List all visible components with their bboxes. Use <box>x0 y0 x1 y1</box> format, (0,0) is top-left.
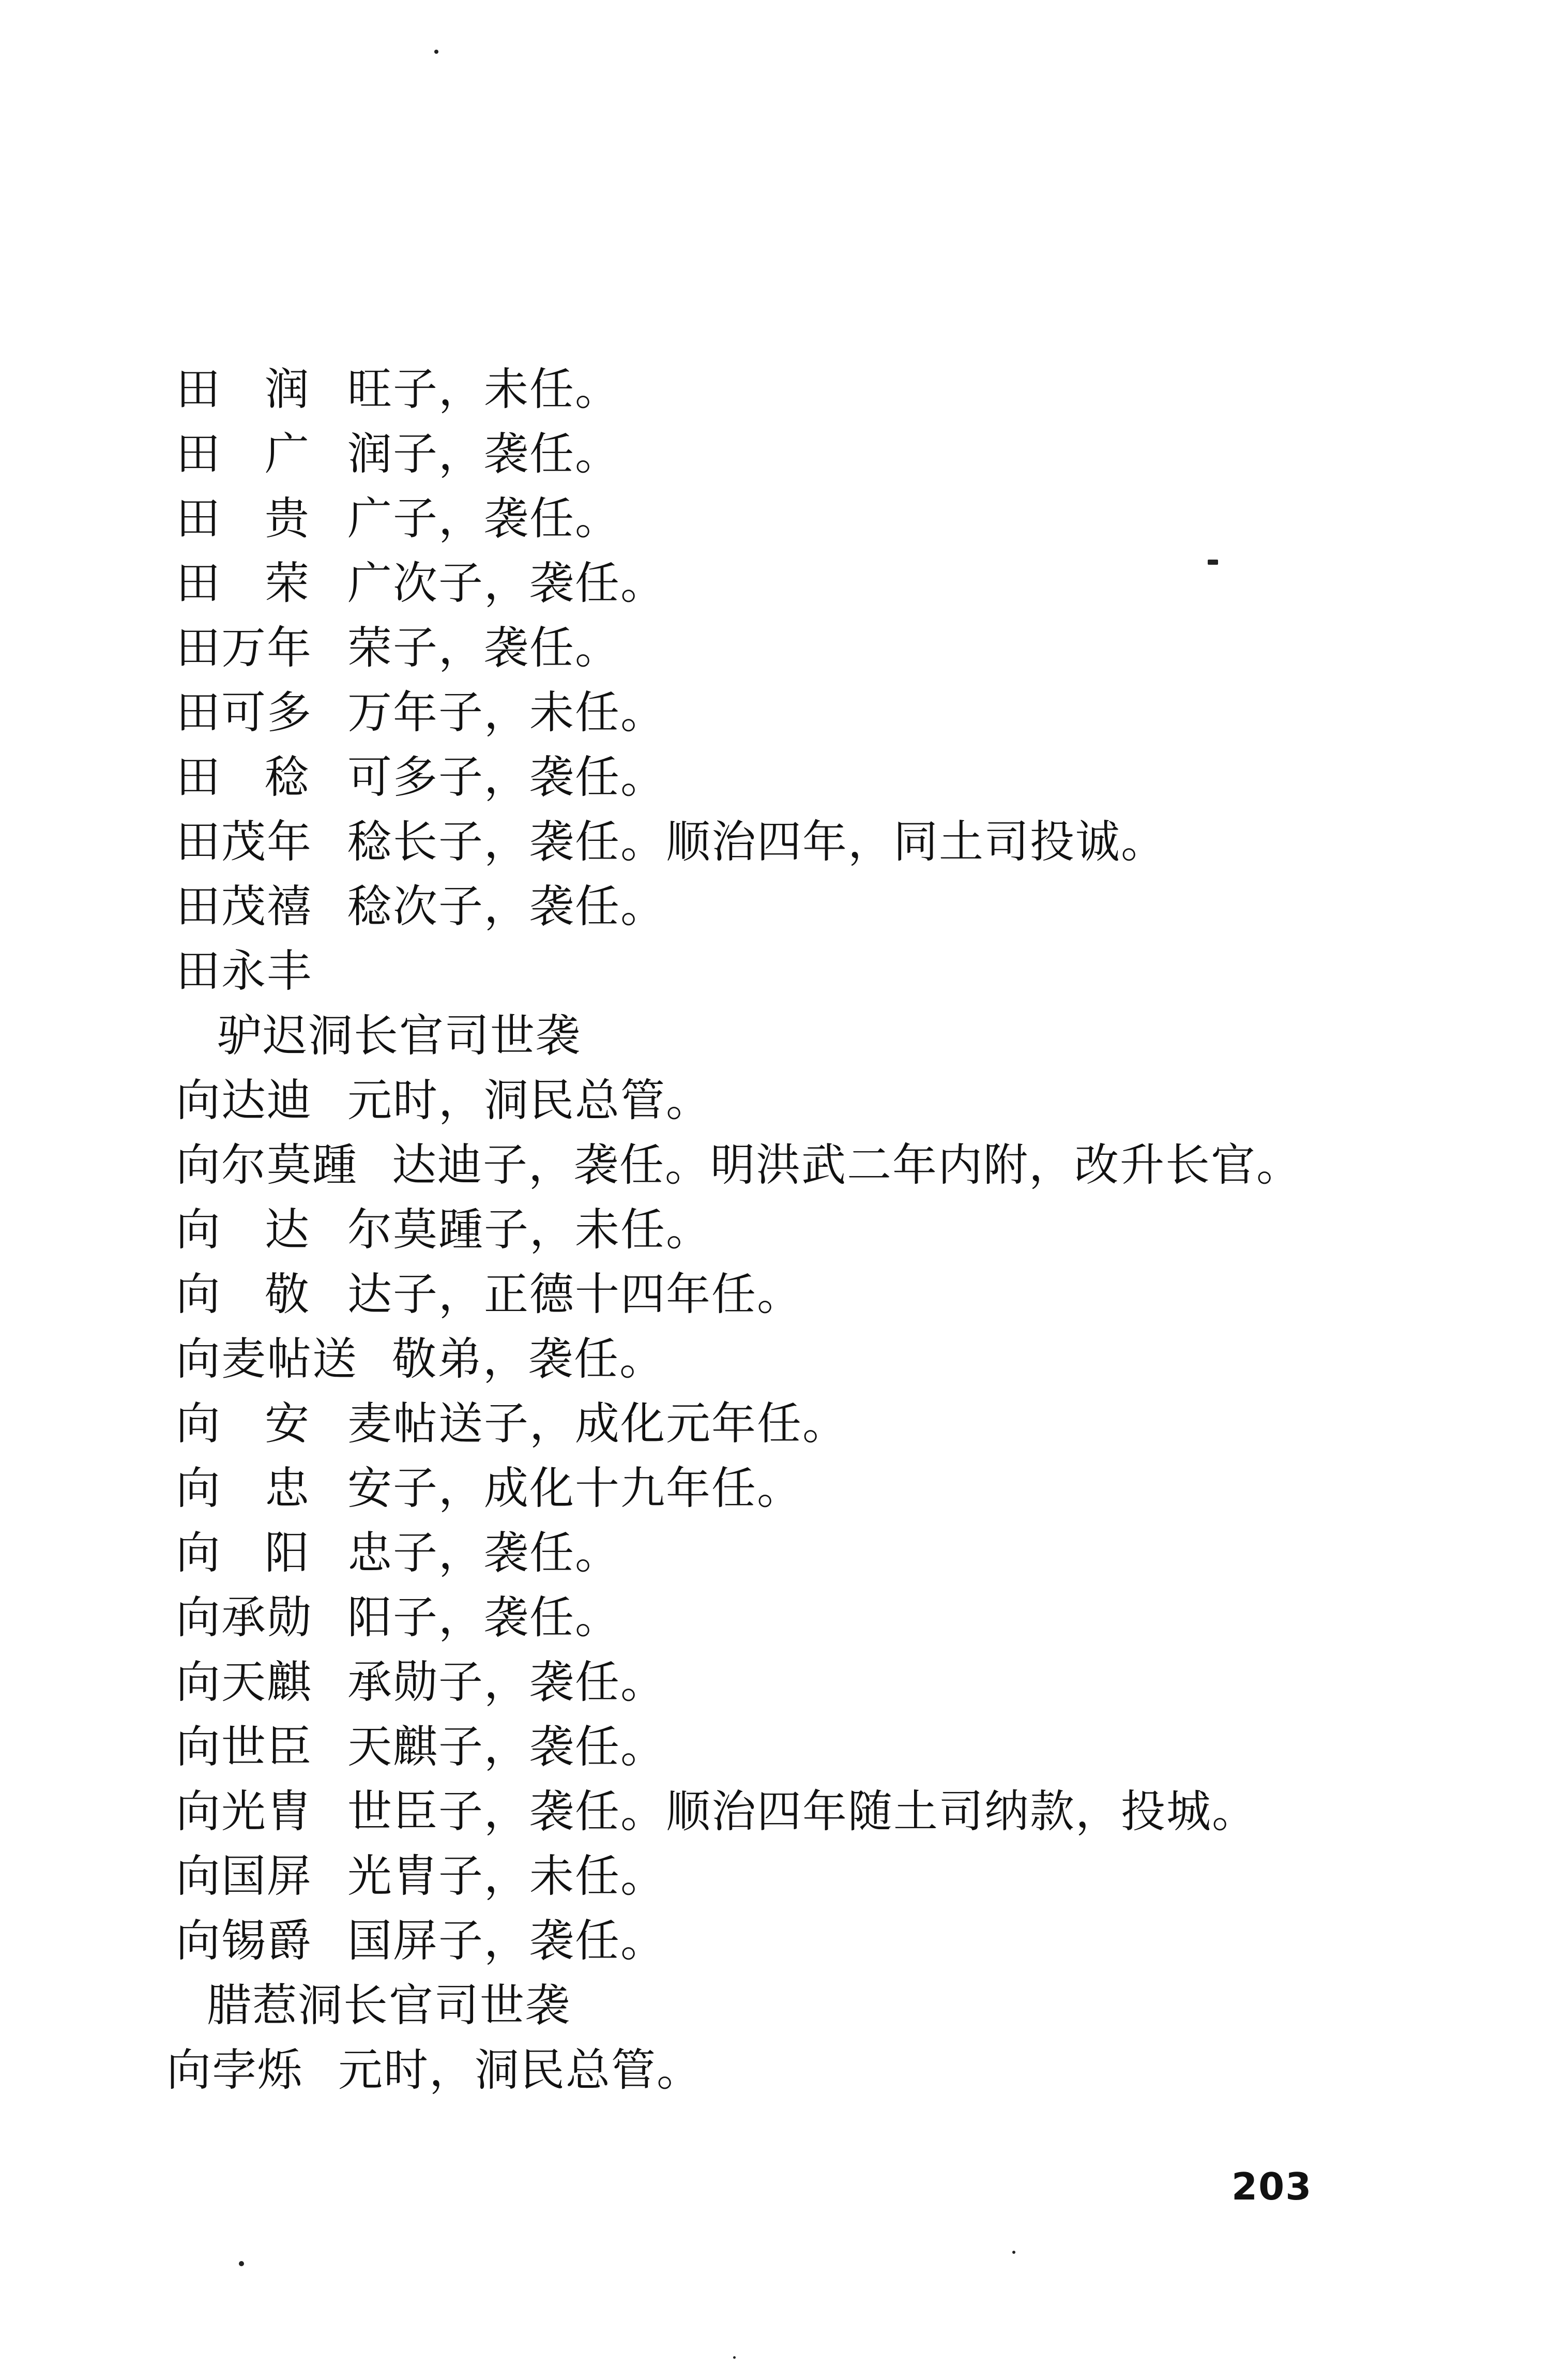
entry-description: 可多子，袭任。 <box>347 751 666 803</box>
entry-description: 广次子，袭任。 <box>347 558 666 609</box>
entry-name: 田茂年 <box>176 816 312 868</box>
entry-description: 万年子，未任。 <box>347 687 666 739</box>
entry-name: 向麦帖送 <box>176 1333 358 1385</box>
entry-description: 承勋子，袭任。 <box>347 1656 666 1708</box>
entry-description: 麦帖送子，成化元年任。 <box>347 1398 848 1450</box>
entry-description: 忠子，袭任。 <box>347 1527 620 1579</box>
entry-description: 达迪子，袭任。明洪武二年内附，改升长官。 <box>392 1139 1302 1191</box>
entry-description: 光胄子，未任。 <box>347 1850 666 1902</box>
entry-description: 达子，正德十四年任。 <box>347 1269 802 1320</box>
entry-name: 向达迪 <box>176 1075 312 1126</box>
scan-speck <box>1012 2251 1015 2254</box>
entry-name: 田可多 <box>176 687 312 739</box>
entry-name: 向天麒 <box>176 1656 312 1708</box>
scan-speck <box>434 50 438 54</box>
entry-description: 世臣子，袭任。顺治四年随土司纳款，投城。 <box>347 1786 1257 1837</box>
entry-description: 元时，洞民总管。 <box>338 2044 702 2096</box>
entry-name: 向尔莫踵 <box>176 1139 358 1191</box>
entry-description: 安子，成化十九年任。 <box>347 1463 802 1514</box>
entry-name: 田万年 <box>176 622 312 674</box>
section-heading-laredong: 腊惹洞长官司世袭 <box>207 1980 571 2031</box>
entry-description: 国屏子，袭任。 <box>347 1915 666 1967</box>
entry-description: 稔次子，袭任。 <box>347 881 666 932</box>
scan-speck <box>239 2261 244 2266</box>
entry-name: 向国屏 <box>176 1850 312 1902</box>
section-heading-lvchidong: 驴迟洞长官司世袭 <box>217 1010 581 1062</box>
entry-name: 向孛烁 <box>166 2044 303 2096</box>
book-page: 田 润 旺子，未任。 田 广 润子，袭任。 田 贵 广子，袭任。 田 荣 广次子，袭任。 田万年 荣子，袭任。 田可多 万年子，未任。 田 稔 可多子，袭任。 田茂年 稔长子，袭任。顺治四年，同土司投诚。 田茂禧 稔次子，袭任。 田永丰 驴迟洞长官司世袭 向达迪 元时，洞民总管。 向尔莫踵 达迪子，袭任。明洪武二年内附，改升长官。 向 达 尔莫踵子，未任。 向 敬 达子，正德十四年任。 向麦帖送 敬弟，袭任。 向 安 麦帖送子，成化元年任。 向 忠 安子，成化十九年任。 向 阳 忠子，袭任。 向承勋 阳子，袭任。 向天麒 承勋子，袭任。 向世臣 天麒子，袭任。 向光胄 世臣子，袭任。顺治四年随土司纳款，投城。 向国屏 光胄子，未任。 向锡爵 国屏子，袭任。 腊惹洞长官司世袭 向孛烁 元时，洞民总管。 203 <box>0 0 1551 2380</box>
entry-description: 敬弟，袭任。 <box>392 1333 665 1385</box>
scan-speck <box>733 2356 736 2359</box>
entry-name: 田永丰 <box>176 945 312 997</box>
entry-description: 旺子，未任。 <box>347 364 620 415</box>
entry-description: 荣子，袭任。 <box>347 622 620 674</box>
entry-description: 润子，袭任。 <box>347 428 620 480</box>
entry-name: 田茂禧 <box>176 881 312 932</box>
entry-description: 尔莫踵子，未任。 <box>347 1204 711 1256</box>
entry-name: 向承勋 <box>176 1592 312 1644</box>
scan-speck <box>1208 560 1218 565</box>
entry-description: 稔长子，袭任。顺治四年，同土司投诚。 <box>347 816 1166 868</box>
entry-name: 向光胄 <box>176 1786 312 1837</box>
entry-name: 向世臣 <box>176 1721 312 1773</box>
entry-description: 元时，洞民总管。 <box>347 1075 711 1126</box>
entry-description: 阳子，袭任。 <box>347 1592 620 1644</box>
page-number: 203 <box>1231 2165 1313 2208</box>
entry-description: 天麒子，袭任。 <box>347 1721 666 1773</box>
entry-description: 广子，袭任。 <box>347 493 620 545</box>
entry-name: 向锡爵 <box>176 1915 312 1967</box>
